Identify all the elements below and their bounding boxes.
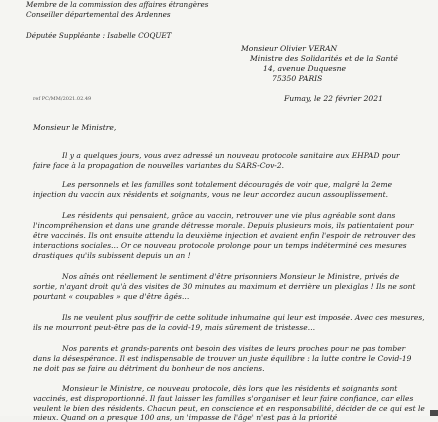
- paragraph-6-line-1: Nos parents et grands-parents ont besoin des visites de leurs proches pour ne pas tomber: [62, 344, 406, 353]
- paragraph-7-line-1: Monsieur le Ministre, ce nouveau protocole, dès lors que les résidents et soignants sont: [62, 384, 398, 393]
- paragraph-3-line-5: drastiques qu'ils subissent depuis un an !: [33, 251, 191, 260]
- paragraph-3-line-4: interactions sociales… Or ce nouveau protocole prolonge pour un temps indéterminé ces mesures: [33, 241, 407, 250]
- sender-substitute: Députée Suppléante : Isabelle COQUET: [26, 31, 172, 40]
- salutation: Monsieur le Ministre,: [33, 123, 117, 132]
- paragraph-3-line-1: Les résidents qui pensaient, grâce au vaccin, retrouver une vie plus agréable sont dans: [62, 211, 396, 220]
- recipient-ministry: Ministre des Solidarités et de la Santé: [250, 54, 398, 63]
- paragraph-4-line-1: Nos aînés ont réellement le sentiment d'être prisonniers Monsieur le Ministre, privés de: [62, 272, 400, 281]
- paragraph-7-line-4: mieux. Quand on a presque 100 ans, un 'impasse de l'âge' n'est pas à la priorité: [33, 413, 338, 422]
- paragraph-7-line-2: vaccinés, est disproportionné. Il faut laisser les familles s'organiser et leur faire confiance, car elles: [33, 394, 414, 403]
- paragraph-4-line-2: sortie, n'ayant droit qu'à des visites de 30 minutes au maximum et derrière un plexiglas ! Ils ne sont: [33, 282, 416, 291]
- paragraph-4-line-3: pourtant « coupables » que d'être âgés…: [33, 292, 190, 301]
- paragraph-3-line-2: l'incompréhension et dans une grande détresse morale. Depuis plusieurs mois, ils patientaient pour: [33, 221, 414, 230]
- reference-code: ref PC/MM/2021.02.49: [33, 96, 92, 102]
- recipient-name: Monsieur Olivier VERAN: [241, 44, 338, 53]
- sender-role: Conseiller départemental des Ardennes: [26, 10, 171, 19]
- paragraph-7-line-3: veulent le bien des résidents. Chacun peut, en conscience et en responsabilité, décider de ce qui est le: [33, 404, 425, 413]
- paragraph-2-line-2: injection du vaccin aux résidents et soignants, vous ne leur accordez aucun assouplissement.: [33, 190, 388, 199]
- scan-edge-shadow: [430, 410, 438, 416]
- paragraph-1-line-2: faire face à la propagation de nouvelles variantes du SARS-Cov-2.: [33, 161, 284, 170]
- paragraph-6-line-2: dans la désespérance. Il est indispensable de trouver un juste équilibre : la lutte contre le Covid-19: [33, 354, 412, 363]
- paragraph-3-line-3: être vaccinés. Ils ont ensuite attendu la deuxième injection et avaient enfin l'espoir de retrouver des: [33, 231, 416, 240]
- sender-commission: Membre de la commission des affaires étrangères: [26, 0, 209, 9]
- place-date: Fumay, le 22 février 2021: [284, 94, 383, 103]
- recipient-city: 75350 PARIS: [272, 74, 323, 83]
- paragraph-6-line-3: ne doit pas se faire au détriment du bonheur de nos anciens.: [33, 364, 265, 373]
- paragraph-1-line-1: Il y a quelques jours, vous avez adressé un nouveau protocole sanitaire aux EHPAD pour: [62, 151, 400, 160]
- paragraph-2-line-1: Les personnels et les familles sont totalement découragés de voir que, malgré la 2eme: [62, 180, 393, 189]
- paragraph-5-line-1: Ils ne veulent plus souffrir de cette solitude inhumaine qui leur est imposée. Avec ces mesures,: [62, 313, 425, 322]
- recipient-street: 14, avenue Duquesne: [263, 64, 346, 73]
- paragraph-5-line-2: ils ne mourront peut-être pas de la covid-19, mais sûrement de tristesse…: [33, 323, 316, 332]
